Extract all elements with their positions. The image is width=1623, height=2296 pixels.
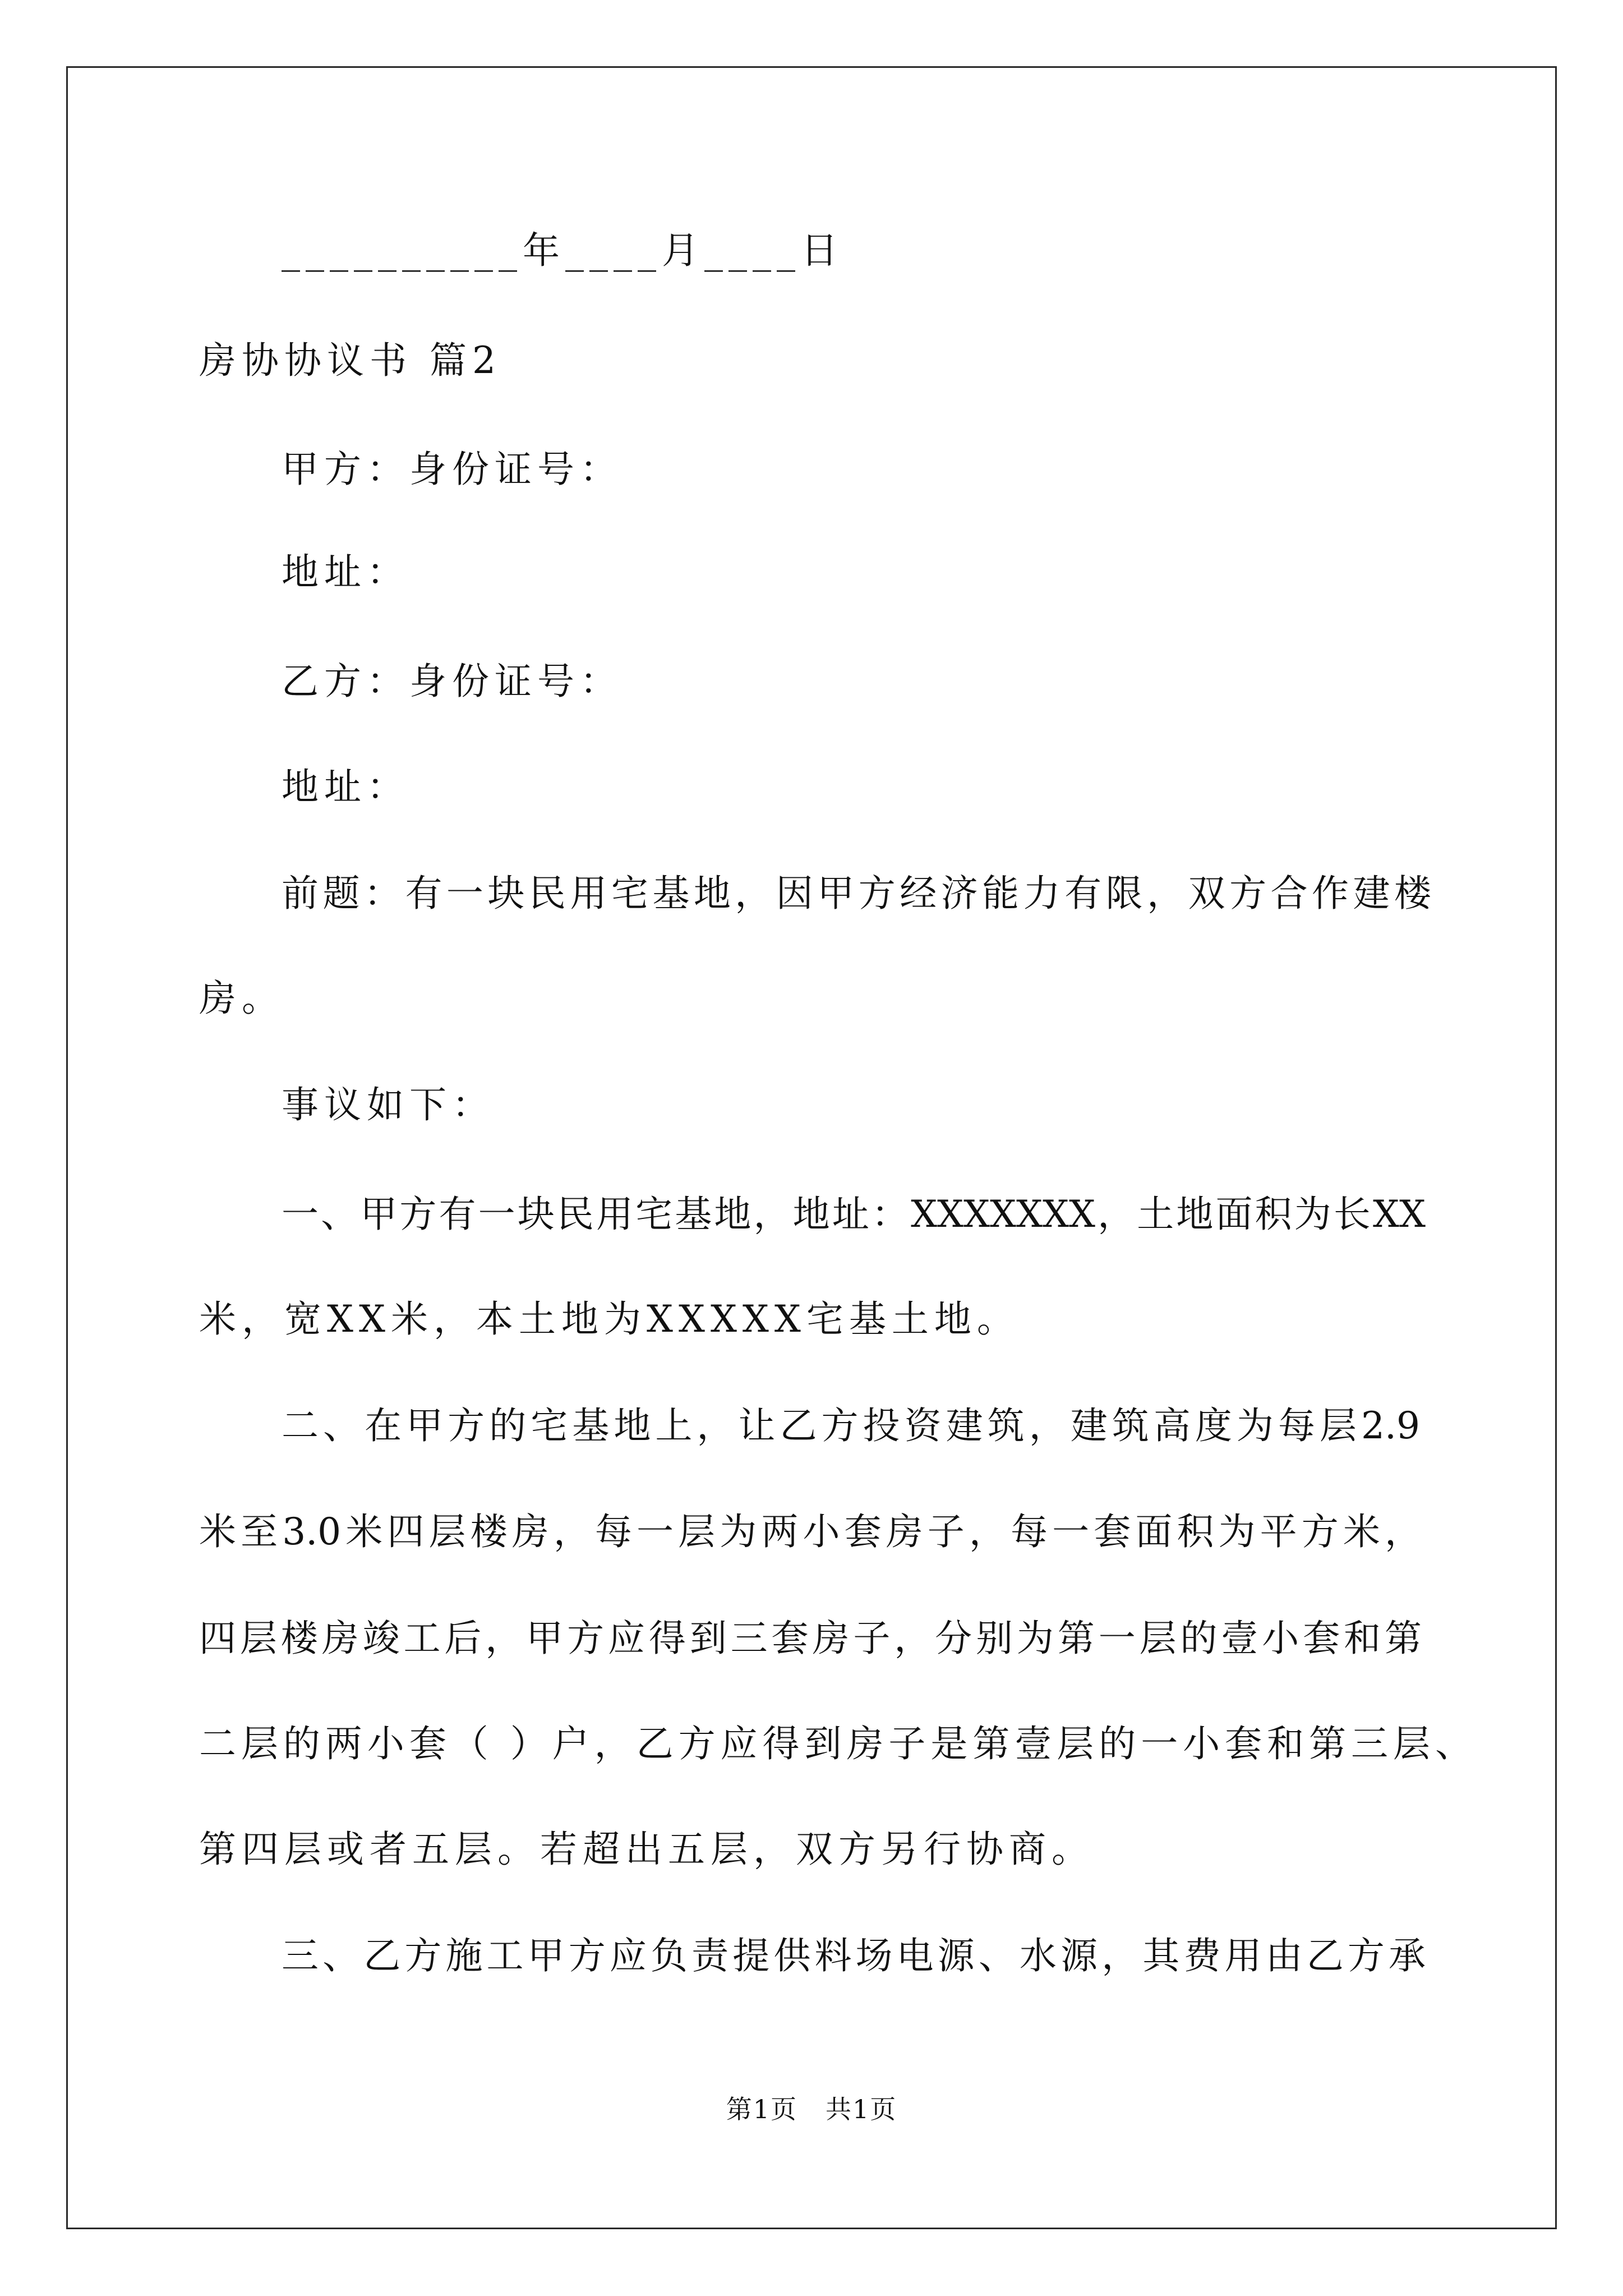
- page-frame: [66, 66, 1557, 2229]
- clause-1-line-2: 米，宽XX米，本土地为XXXXX宅基土地。: [199, 1297, 1020, 1341]
- preamble-line-1: 前题：有一块民用宅基地，因甲方经济能力有限，双方合作建楼: [282, 872, 1431, 915]
- date-line: __________年____月____日: [282, 229, 843, 272]
- clause-2-line-5: 第四层或者五层。若超出五层，双方另行协商。: [199, 1828, 1094, 1871]
- clause-2-line-3: 四层楼房竣工后，甲方应得到三套房子，分别为第一层的壹小套和第: [199, 1617, 1422, 1660]
- preamble-line-2: 房。: [199, 977, 284, 1020]
- clause-2-line-4: 二层的两小套（ ）户，乙方应得到房子是第壹层的一小套和第三层、: [199, 1722, 1472, 1765]
- clause-2-line-1: 二、在甲方的宅基地上，让乙方投资建筑，建筑高度为每层2.9: [282, 1404, 1420, 1447]
- page-total: 共1页: [826, 2094, 897, 2124]
- party-a-id-line: 甲方：身份证号：: [282, 448, 623, 491]
- page-footer: [0, 2092, 1623, 2126]
- party-a-address-line: 地址：: [282, 550, 409, 593]
- section-title: 房协协议书 篇2: [199, 339, 501, 382]
- page-number: 第1页: [726, 2094, 797, 2124]
- clause-3-line-1: 三、乙方施工甲方应负责提供料场电源、水源，其费用由乙方承: [282, 1934, 1426, 1977]
- party-b-address-line: 地址：: [282, 765, 409, 808]
- clause-2-line-2: 米至3.0米四层楼房，每一层为两小套房子，每一套面积为平方米，: [199, 1510, 1422, 1553]
- agreement-intro: 事议如下：: [282, 1083, 495, 1126]
- clause-1-line-1: 一、甲方有一块民用宅基地，地址：XXXXXXX，土地面积为长XX: [282, 1193, 1426, 1236]
- party-b-id-line: 乙方：身份证号：: [282, 660, 623, 703]
